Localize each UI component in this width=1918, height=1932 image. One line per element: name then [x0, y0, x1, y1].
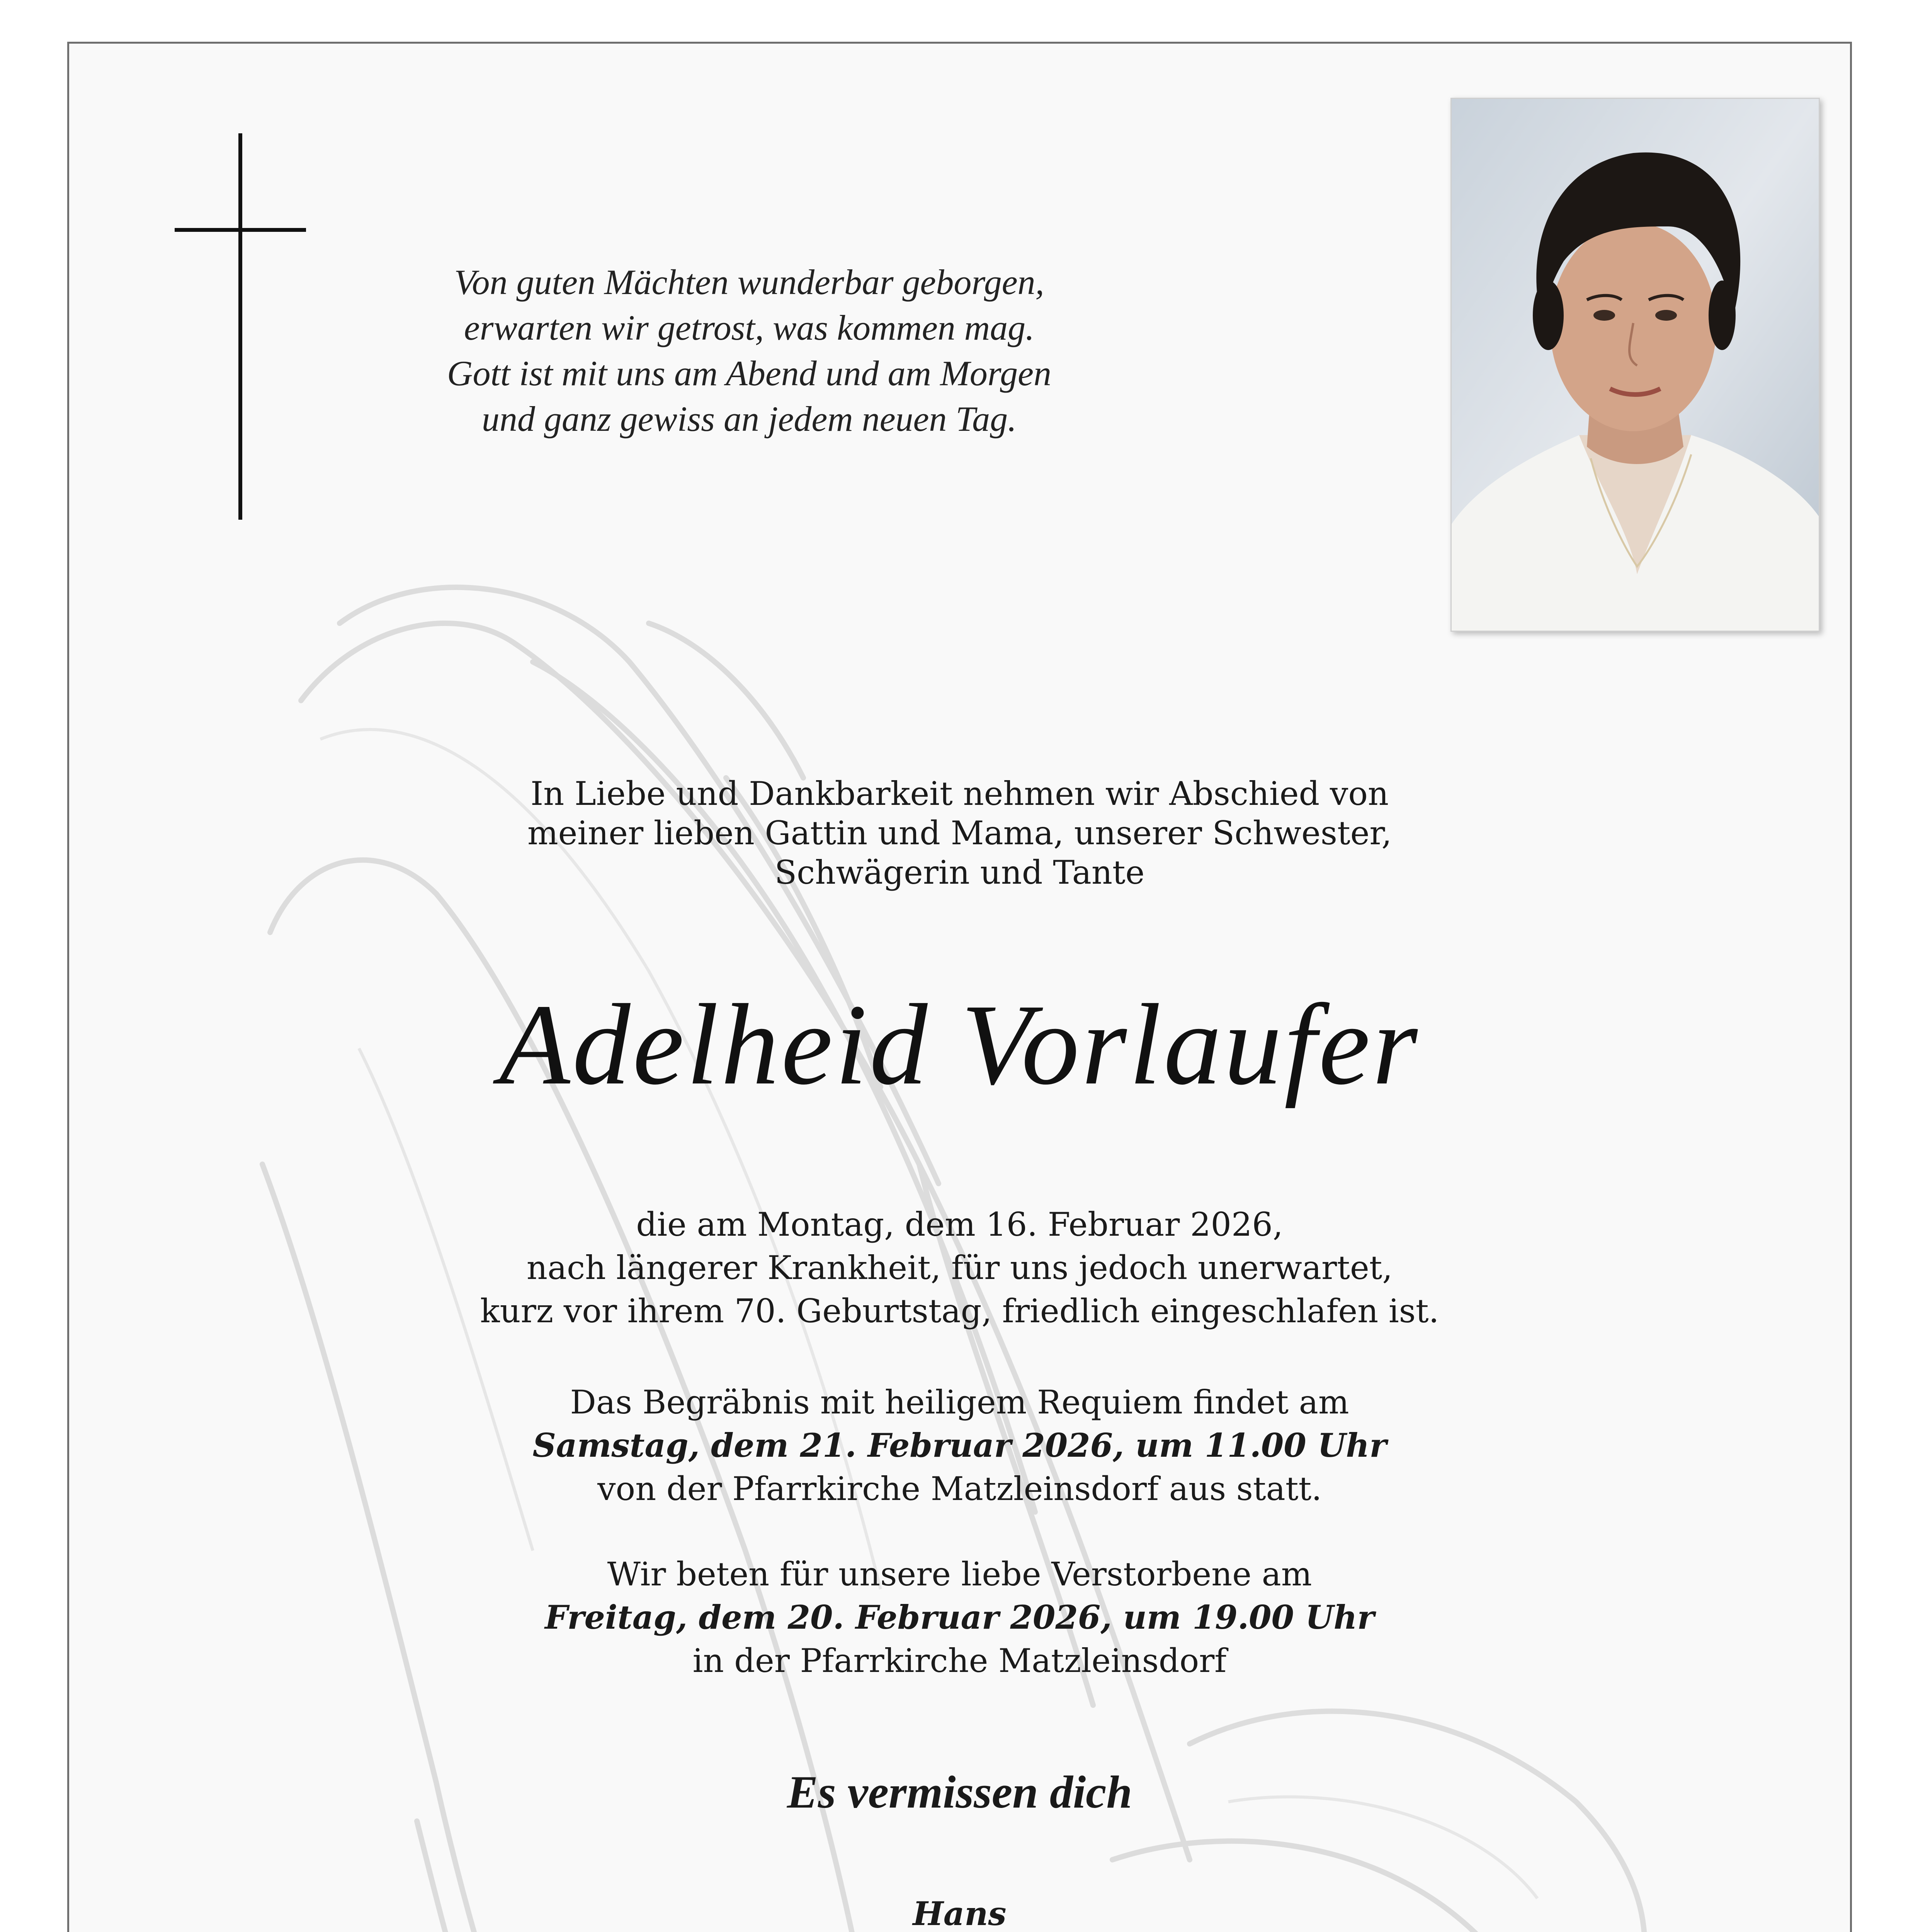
death-line: nach längerer Krankheit, für uns jedoch unerwartet,	[526, 1249, 1393, 1287]
intro-line: In Liebe und Dankbarkeit nehmen wir Abschied von	[530, 775, 1389, 813]
verse-line: erwarten wir getrost, was kommen mag.	[464, 308, 1035, 347]
portrait-photo	[1450, 98, 1820, 632]
farewell-intro	[69, 774, 1850, 892]
prayer-info	[69, 1553, 1850, 1682]
mourners-heading: Es vermissen dich	[787, 1766, 1132, 1818]
verse-line: Von guten Mächten wunderbar geborgen,	[454, 262, 1044, 302]
intro-line: Schwägerin und Tante	[774, 854, 1145, 891]
funeral-location: von der Pfarrkirche Matzleinsdorf aus statt.	[597, 1470, 1322, 1508]
funeral-line: Das Begräbnis mit heiligem Requiem findet am	[570, 1383, 1349, 1421]
verse-line: Gott ist mit uns am Abend und am Morgen	[447, 354, 1051, 393]
funeral-date: Samstag, dem 21. Februar 2026, um 11.00 Uhr	[532, 1426, 1387, 1464]
death-line: kurz vor ihrem 70. Geburtstag, friedlich eingeschlafen ist.	[480, 1292, 1439, 1330]
verse	[286, 259, 1213, 442]
relative-name: Hans	[913, 1895, 1007, 1932]
prayer-line: Wir beten für unsere liebe Verstorbene am	[607, 1555, 1312, 1593]
obituary-card	[67, 42, 1852, 1932]
intro-line: meiner lieben Gattin und Mama, unserer Schwester,	[527, 814, 1392, 852]
deceased-name: Adelheid Vorlaufer	[499, 980, 1420, 1109]
death-notice	[69, 1203, 1850, 1333]
verse-line: und ganz gewiss an jedem neuen Tag.	[481, 399, 1017, 439]
portrait-image	[1452, 99, 1819, 631]
death-line: die am Montag, dem 16. Februar 2026,	[636, 1206, 1283, 1243]
prayer-location: in der Pfarrkirche Matzleinsdorf	[692, 1642, 1227, 1680]
relative-entry	[69, 1895, 1850, 1932]
prayer-date: Freitag, dem 20. Februar 2026, um 19.00 Uhr	[545, 1598, 1374, 1636]
funeral-info	[69, 1381, 1850, 1510]
